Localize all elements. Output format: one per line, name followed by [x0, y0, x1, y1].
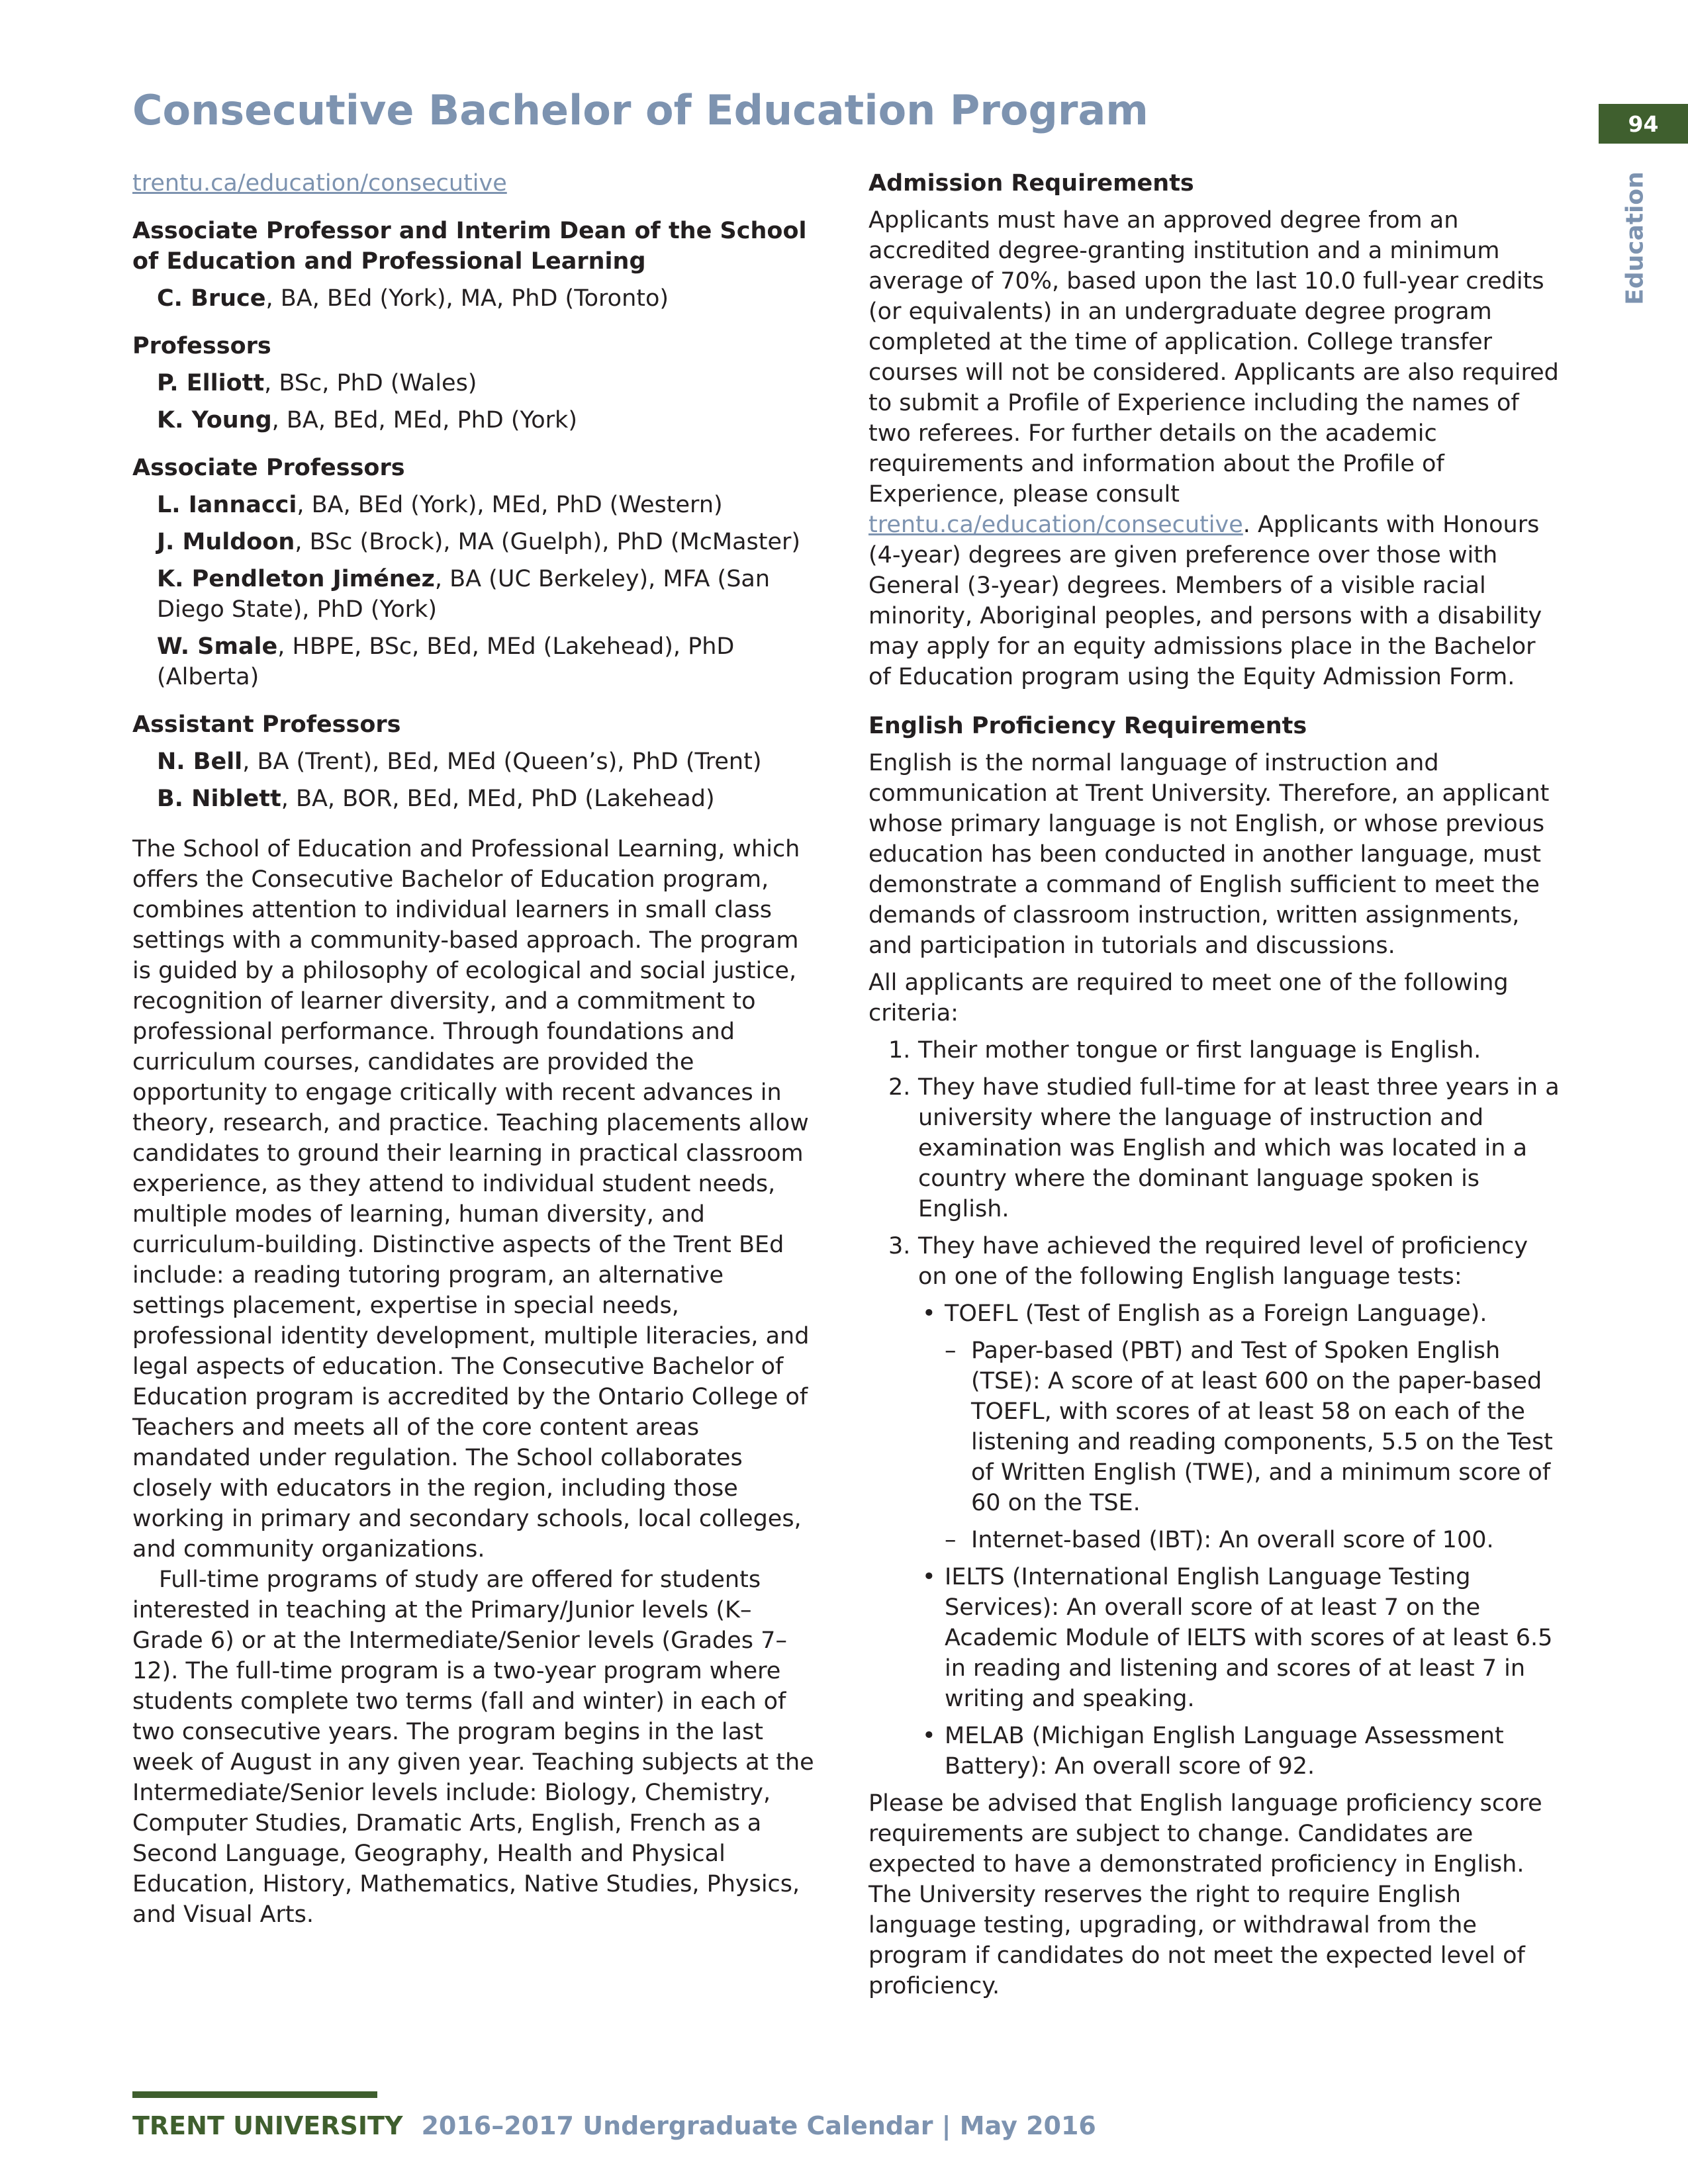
program-url-link[interactable]: trentu.ca/education/consecutive: [132, 170, 507, 197]
bullet-mark: •: [922, 1300, 936, 1327]
faculty-name: K. Pendleton Jiménez: [157, 566, 435, 592]
criteria-number: 2.: [888, 1074, 911, 1101]
criteria-text: They have studied full-time for at least three years in a university where the language of instruction and examination was English and which was located in a country where the dominant language spoken is English.: [918, 1074, 1560, 1222]
test-text: TOEFL (Test of English as a Foreign Language).: [945, 1300, 1487, 1327]
criteria-text: Their mother tongue or first language is English.: [918, 1037, 1481, 1064]
footer-university: TRENT UNIVERSITY: [132, 2111, 403, 2140]
faculty-entry: [132, 631, 821, 692]
footer-rule: [132, 2091, 377, 2098]
test-text: Paper-based (PBT) and Test of Spoken English (TSE): A score of at least 600 on the paper-based TOEFL, with scores of at least 58 on each of the listening and reading components, 5.5 on the Test of Written English (TWE), and a minimum score of 60 on the TSE.: [971, 1338, 1553, 1516]
faculty-entry: [132, 405, 821, 435]
criteria-intro: All applicants are required to meet one of the following criteria:: [868, 970, 1509, 1026]
dash-mark: –: [945, 1527, 957, 1553]
faculty-name: K. Young: [157, 407, 272, 433]
toefl-subitem-pbt: [945, 1336, 1564, 1518]
faculty-credentials: , BSc, PhD (Wales): [264, 370, 477, 396]
page-title: Consecutive Bachelor of Education Program: [132, 86, 1149, 134]
criteria-number: 3.: [888, 1233, 911, 1259]
faculty-entry: [132, 747, 821, 777]
section-tab: [1602, 169, 1668, 308]
faculty-credentials: , BA, BOR, BEd, MEd, PhD (Lakehead): [281, 786, 715, 812]
faculty-credentials: , HBPE, BSc, BEd, MEd (Lakehead), PhD (Alberta): [157, 633, 735, 690]
faculty-entry: [132, 784, 821, 814]
faculty-credentials: , BA (UC Berkeley), MFA (San Diego State), PhD (York): [157, 566, 771, 623]
test-text: Internet-based (IBT): An overall score of 100.: [971, 1527, 1494, 1553]
professors-heading: Professors: [132, 333, 271, 359]
test-text: MELAB (Michigan English Language Assessment Battery): An overall score of 92.: [945, 1723, 1504, 1780]
faculty-name: J. Muldoon: [157, 529, 295, 555]
test-item-melab: [918, 1721, 1564, 1782]
faculty-name: P. Elliott: [157, 370, 265, 396]
page-number: 94: [1599, 104, 1688, 144]
assistant-professors-heading: Assistant Professors: [132, 711, 401, 738]
test-item-toefl: [918, 1298, 1564, 1329]
dean-heading: Associate Professor and Interim Dean of the School of Education and Professional Learning: [132, 218, 807, 275]
test-text: IELTS (International English Language Testing Services): An overall score of at least 7 on the Academic Module of IELTS with scores of at least 6.5 in reading and listening and scores of at least 7 in writing and speaking.: [945, 1564, 1553, 1712]
faculty-credentials: , BA (Trent), BEd, MEd (Queen’s), PhD (Trent): [242, 749, 762, 775]
intro-paragraph: The School of Education and Professional Learning, which offers the Consecutive Bachelor of Education program, combines attention to individual learners in small class settings with a community-based approach. The program is guided by a philosophy of ecological and social justice, recognition of learner diversity, and a commitment to professional performance. Through foundations and curriculum courses, candidates are provided the opportunity to engage critically with recent advances in theory, research, and practice. Teaching placements allow candidates to ground their learning in practical classroom experience, as they attend to individual student needs, multiple modes of learning, human diversity, and curriculum-building. Distinctive aspects of the Trent BEd include: a reading tutoring program, an alternative settings placement, expertise in special needs, professional identity development, multiple literacies, and legal aspects of education. The Consecutive Bachelor of Education program is accredited by the Ontario College of Teachers and meets all of the core content areas mandated under regulation. The School collaborates closely with educators in the region, including those working in primary and secondary schools, local colleges, and community organizations.: [132, 836, 810, 1563]
criteria-item: [888, 1072, 1564, 1224]
faculty-credentials: , BA, BEd, MEd, PhD (York): [271, 407, 577, 433]
bullet-mark: •: [922, 1723, 936, 1749]
section-tab-label: Education: [1621, 171, 1649, 305]
faculty-name: B. Niblett: [157, 786, 281, 812]
programs-paragraph: Full-time programs of study are offered for students interested in teaching at the Primary/Junior levels (K–Grade 6) or at the Intermediate/Senior levels (Grades 7–12). The full-time program is a two-year program where students complete two terms (fall and winter) in each of two consecutive years. The program begins in the last week of August in any given year. Teaching subjects at the Intermediate/Senior levels include: Biology, Chemistry, Computer Studies, Dramatic Arts, English, French as a Second Language, Geography, Health and Physical Education, History, Mathematics, Native Studies, Physics, and Visual Arts.: [132, 1567, 814, 1928]
footer: [132, 2111, 1096, 2140]
left-column: [132, 168, 821, 1930]
faculty-name: C. Bruce: [157, 285, 266, 312]
bullet-mark: •: [922, 1564, 936, 1590]
admission-text: Applicants must have an approved degree from an accredited degree-granting institution and a minimum average of 70%, based upon the last 10.0 full-year credits (or equivalents) in an undergraduate degree program completed at the time of application. College transfer courses will not be considered. Applicants are also required to submit a Profile of Experience including the names of two referees. For further details on the academic requirements and information about the Profile of Experience, please consult: [868, 207, 1559, 508]
right-column: [868, 168, 1564, 2001]
english-paragraph: English is the normal language of instruction and communication at Trent University. Therefore, an applicant whose primary language is not English, or whose previous education has been conducted in another language, must demonstrate a command of English sufficient to meet the demands of classroom instruction, written assignments, and participation in tutorials and discussions.: [868, 750, 1550, 959]
associate-professors-heading: Associate Professors: [132, 455, 405, 481]
criteria-number: 1.: [888, 1037, 911, 1064]
faculty-entry: [132, 283, 821, 314]
faculty-credentials: , BA, BEd (York), MA, PhD (Toronto): [265, 285, 669, 312]
criteria-item: [888, 1035, 1564, 1066]
admission-text: . Applicants with Honours (4-year) degrees are given preference over those with General (3-year) degrees. Members of a visible racial minority, Aboriginal peoples, and persons with a disability may apply for an equity admissions place in the Bachelor of Education program using the Equity Admission Form.: [868, 512, 1542, 690]
faculty-credentials: , BSc (Brock), MA (Guelph), PhD (McMaster): [295, 529, 801, 555]
test-item-ielts: [918, 1562, 1564, 1714]
criteria-text: They have achieved the required level of proficiency on one of the following English language tests:: [918, 1233, 1528, 1290]
faculty-entry: [132, 527, 821, 557]
admission-url-link[interactable]: trentu.ca/education/consecutive: [868, 512, 1243, 538]
admission-paragraph: [868, 205, 1564, 692]
faculty-name: N. Bell: [157, 749, 243, 775]
faculty-entry: [132, 564, 821, 625]
faculty-name: W. Smale: [157, 633, 278, 660]
criteria-item: [888, 1231, 1564, 1292]
toefl-subitem-ibt: [945, 1525, 1564, 1555]
admission-heading: Admission Requirements: [868, 170, 1194, 197]
faculty-name: L. Iannacci: [157, 492, 297, 518]
dash-mark: –: [945, 1338, 957, 1364]
faculty-entry: [132, 490, 821, 520]
advisory-paragraph: Please be advised that English language proficiency score requirements are subject to change. Candidates are expected to have a demonstrated proficiency in English. The University reserves the right to require English language testing, upgrading, or withdrawal from the program if candidates do not meet the expected level of proficiency.: [868, 1790, 1542, 1999]
faculty-entry: [132, 368, 821, 398]
footer-calendar: 2016–2017 Undergraduate Calendar | May 2016: [421, 2111, 1096, 2140]
english-heading: English Proficiency Requirements: [868, 713, 1307, 739]
faculty-credentials: , BA, BEd (York), MEd, PhD (Western): [297, 492, 723, 518]
